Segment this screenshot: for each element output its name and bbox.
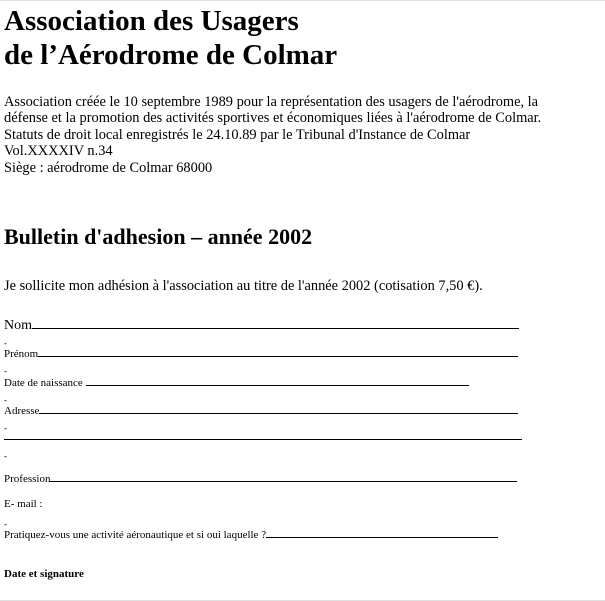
signature-label: Date et signature: [4, 568, 84, 580]
nom-field[interactable]: [4, 317, 519, 334]
prenom-line[interactable]: [38, 345, 518, 357]
form-heading: Bulletin d'adhesion – année 2002: [4, 224, 313, 249]
profession-field[interactable]: [4, 470, 517, 486]
adresse-line[interactable]: [39, 402, 518, 414]
prenom-field[interactable]: [4, 345, 518, 361]
intro-line-3: Statuts de droit local enregistrés le 24.10.89 par le Tribunal d'Instance de Colmar: [4, 126, 471, 143]
email-field[interactable]: [4, 498, 43, 511]
title-line-1: Association des Usagers: [4, 5, 299, 37]
date-naissance-label: Date de naissance: [4, 377, 83, 389]
intro-line-4: Vol.XXXXIV n.34: [4, 143, 113, 160]
date-naissance-field[interactable]: [4, 374, 469, 390]
intro-line-5: Siège : aérodrome de Colmar 68000: [4, 159, 213, 176]
prenom-label: Prénom: [4, 348, 39, 360]
profession-line[interactable]: [50, 470, 517, 482]
adresse-line-2[interactable]: [4, 439, 522, 440]
adresse-label: Adresse: [4, 405, 40, 417]
title-line-2: de l’Aérodrome de Colmar: [4, 39, 338, 71]
activite-field[interactable]: [4, 526, 498, 542]
profession-label: Profession: [4, 473, 51, 485]
separator-mark: -: [4, 519, 7, 529]
intro-line-1: Association créée le 10 septembre 1989 pour la représentation des usagers de l'aérodrome, la: [4, 94, 539, 110]
activite-line[interactable]: [266, 526, 498, 538]
membership-request-text: Je sollicite mon adhésion à l'association au titre de l'année 2002 (cotisation 7,50 €).: [4, 278, 483, 294]
page-title: [4, 4, 337, 72]
separator-mark: -: [4, 395, 7, 405]
separator-mark: -: [4, 423, 7, 433]
separator-mark: -: [4, 451, 7, 461]
date-naissance-line[interactable]: [86, 374, 469, 386]
adresse-field[interactable]: [4, 402, 518, 418]
nom-line[interactable]: [32, 317, 519, 329]
association-description: [4, 94, 604, 176]
separator-mark: -: [4, 366, 7, 376]
separator-mark: -: [4, 338, 7, 348]
activite-label: Pratiquez-vous une activité aéronautique et si oui laquelle ?: [4, 529, 267, 541]
email-label: E- mail :: [4, 498, 43, 510]
intro-line-2: défense et la promotion des activités sportives et économiques liées à l'aérodrome de Colmar.: [4, 110, 542, 127]
nom-label: Nom: [4, 318, 32, 333]
